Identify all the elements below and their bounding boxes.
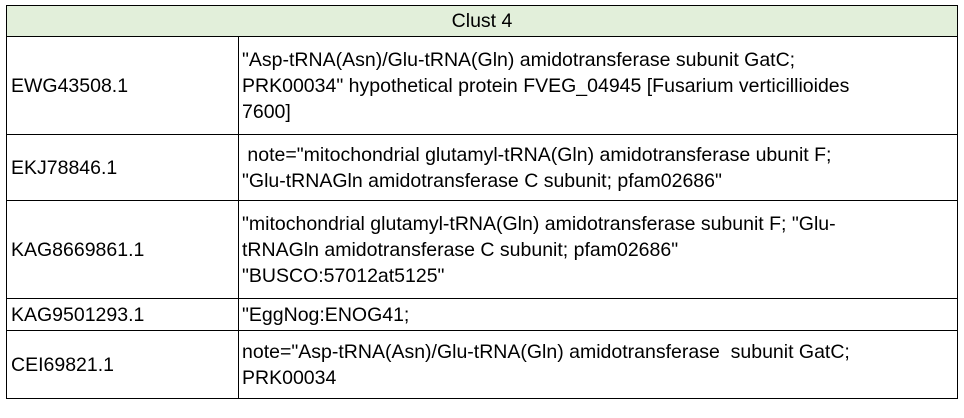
table-row xyxy=(7,135,958,201)
description xyxy=(239,37,958,135)
accession-id: EWG43508.1 xyxy=(7,37,239,135)
description xyxy=(239,201,958,299)
description-line: PRK00034 xyxy=(242,366,337,389)
accession-id: EKJ78846.1 xyxy=(7,135,239,201)
description-line: tRNAGln amidotransferase C subunit; pfam02686" xyxy=(242,238,679,261)
description-line: "Asp-tRNA(Asn)/Glu-tRNA(Gln) amidotransferase subunit GatC; xyxy=(242,48,796,71)
description xyxy=(239,299,958,331)
description-line: note="Asp-tRNA(Asn)/Glu-tRNA(Gln) amidotransferase subunit GatC; xyxy=(242,340,850,363)
cluster-table-container xyxy=(6,5,958,399)
description-line: note="mitochondrial glutamyl-tRNA(Gln) amidotransferase ubunit F; xyxy=(242,143,832,166)
accession-id: KAG9501293.1 xyxy=(7,299,239,331)
description-line: "mitochondrial glutamyl-tRNA(Gln) amidotransferase subunit F; "Glu- xyxy=(242,212,836,235)
description-line: "Glu-tRNAGln amidotransferase C subunit; pfam02686" xyxy=(242,169,722,192)
description-line: PRK00034" hypothetical protein FVEG_04945 [Fusarium verticillioides xyxy=(242,74,850,97)
table-row xyxy=(7,299,958,331)
accession-id: KAG8669861.1 xyxy=(7,201,239,299)
description xyxy=(239,331,958,399)
description-line: "EggNog:ENOG41; xyxy=(242,303,410,326)
description-line: 7600] xyxy=(242,100,291,123)
description xyxy=(239,135,958,201)
cluster-title: Clust 4 xyxy=(7,6,958,37)
table-row xyxy=(7,37,958,135)
description-line: "BUSCO:57012at5125" xyxy=(242,264,445,287)
table-header-row xyxy=(7,6,958,37)
table-row xyxy=(7,201,958,299)
cluster-table xyxy=(6,5,958,399)
table-row xyxy=(7,331,958,399)
accession-id: CEI69821.1 xyxy=(7,331,239,399)
